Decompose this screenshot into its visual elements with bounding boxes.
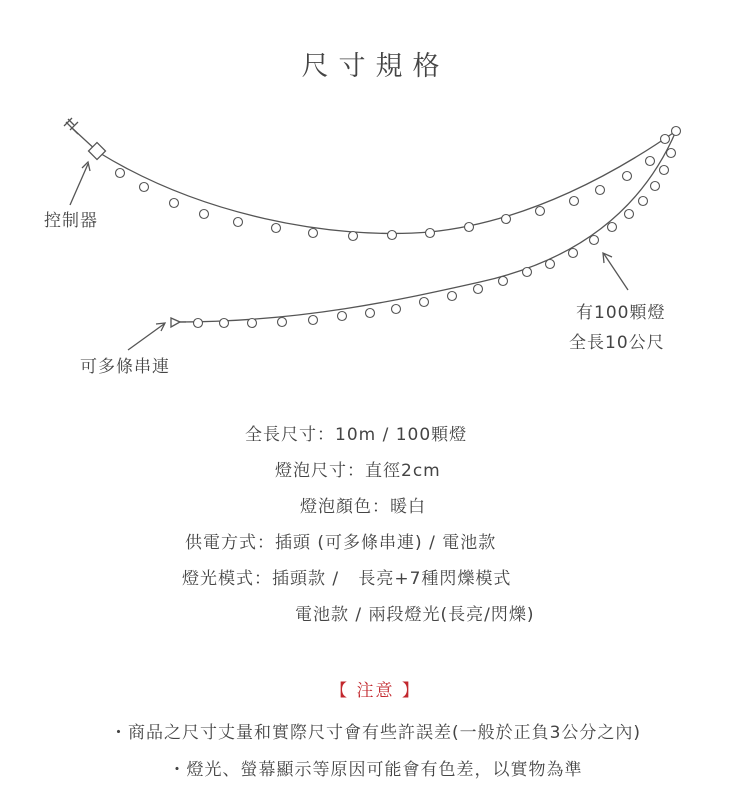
plug-icon	[64, 118, 78, 134]
notice-item: ・商品之尺寸丈量和實際尺寸會有些許誤差(一般於正負3公分之內)	[109, 723, 642, 743]
spec-battery-mode: 電池款 / 兩段燈光(長亮/閃爍)	[295, 605, 535, 625]
spec-power: 供電方式：插頭 (可多條串連) / 電池款	[185, 533, 497, 553]
spec-length: 全長尺寸：10m / 100顆燈	[245, 425, 468, 445]
arrow-icon	[128, 323, 165, 350]
spec-bulb-color: 燈泡顏色：暖白	[300, 497, 426, 517]
upper-bulbs	[116, 127, 681, 241]
page-title: 尺寸規格	[301, 51, 450, 82]
spec-bulb-size: 燈泡尺寸：直徑2cm	[275, 461, 441, 481]
bulb-count-label: 有100顆燈	[576, 303, 666, 323]
notice-item: ・燈光、螢幕顯示等原因可能會有色差，以實物為準	[168, 760, 583, 780]
upper-wire	[72, 128, 676, 233]
notice-title: 【 注意 】	[330, 681, 421, 701]
arrow-icon	[70, 162, 90, 205]
chainable-label: 可多條串連	[80, 357, 170, 377]
controller-label: 控制器	[44, 211, 98, 231]
arrow-icon	[603, 253, 628, 290]
connector-icon	[171, 318, 186, 327]
lower-wire	[178, 131, 676, 322]
spec-light-mode: 燈光模式：插頭款 / 長亮+7種閃爍模式	[182, 569, 512, 589]
total-length-label: 全長10公尺	[569, 333, 665, 353]
